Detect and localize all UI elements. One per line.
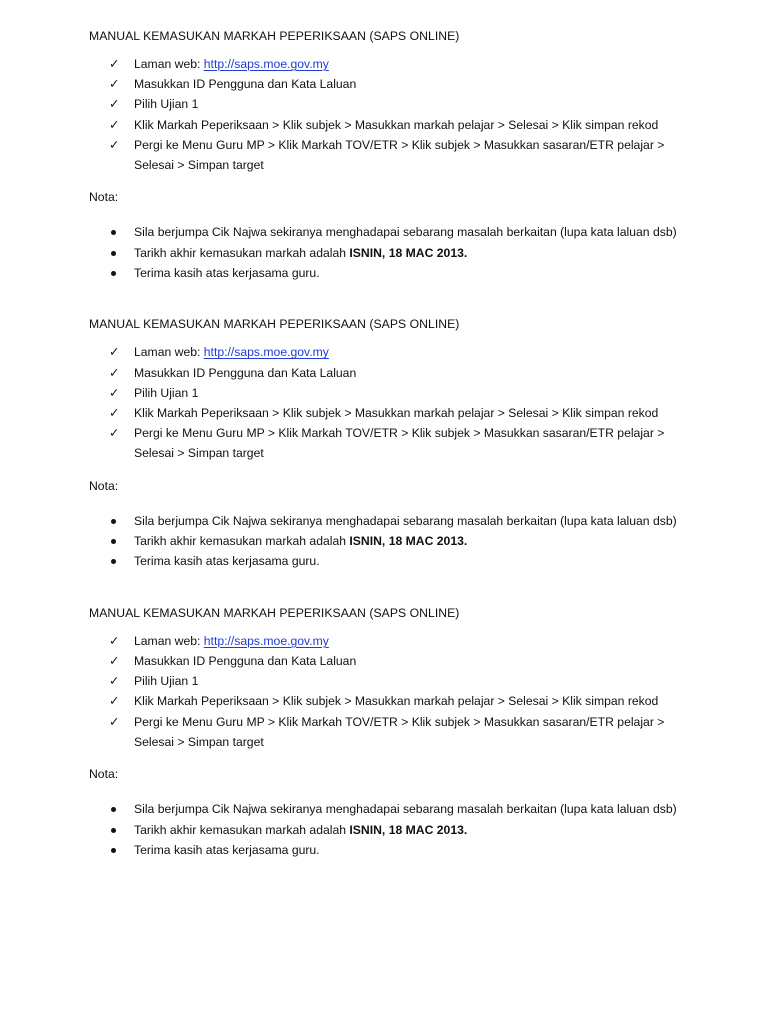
check-icon: ✓ [109, 96, 120, 112]
section-title: MANUAL KEMASUKAN MARKAH PEPERIKSAAN (SAPS ONLINE) [89, 317, 460, 332]
website-link[interactable]: http://saps.moe.gov.my [203, 57, 329, 71]
checklist-text: Pilih Ujian 1 [134, 674, 199, 689]
checklist-text: Masukkan ID Pengguna dan Kata Laluan [134, 77, 357, 92]
bullet-icon [111, 519, 116, 524]
check-icon: ✓ [109, 384, 120, 400]
note-text [134, 531, 680, 551]
check-icon: ✓ [109, 364, 120, 380]
note-text: Terima kasih atas kerjasama guru. [134, 554, 320, 569]
bullet-icon [111, 230, 116, 235]
manual-section-2 [89, 314, 680, 571]
check-icon: ✓ [109, 136, 120, 152]
website-label: Laman web: [134, 633, 204, 648]
checklist-text: Pilih Ujian 1 [134, 385, 199, 400]
check-icon: ✓ [109, 405, 120, 421]
deadline-date: ISNIN, 18 MAC 2013. [349, 822, 468, 837]
checklist-item-select-test [89, 383, 680, 403]
note-text: Terima kasih atas kerjasama guru. [134, 842, 320, 857]
check-icon: ✓ [109, 116, 120, 132]
notes-list [89, 799, 680, 860]
bullet-icon [111, 271, 116, 276]
website-label: Laman web: [134, 57, 204, 71]
bullet-icon [111, 848, 116, 853]
checklist-item-exam-marks [89, 403, 680, 423]
section-spacer [89, 572, 680, 603]
deadline-label: Tarikh akhir kemasukan markah adalah [134, 534, 350, 549]
checklist-text: Pergi ke Menu Guru MP > Klik Markah TOV/ETR > Klik subjek > Masukkan sasaran/ETR pelajar > Selesai > Simpan target [134, 426, 665, 461]
website-label: Laman web: [134, 345, 204, 360]
checklist-item-exam-marks [89, 691, 680, 711]
check-icon: ✓ [109, 713, 120, 729]
check-icon: ✓ [109, 673, 120, 689]
section-title: MANUAL KEMASUKAN MARKAH PEPERIKSAAN (SAPS ONLINE) [89, 605, 460, 620]
note-text: Sila berjumpa Cik Najwa sekiranya menghadapai sebarang masalah berkaitan (lupa kata laluan dsb) [134, 513, 677, 528]
note-text: Terima kasih atas kerjasama guru. [134, 266, 320, 281]
checklist-text [134, 342, 680, 362]
note-item-deadline [89, 820, 680, 840]
checklist-item-website [89, 342, 680, 362]
manual-section-3 [89, 603, 680, 860]
instruction-checklist [89, 631, 680, 752]
check-icon: ✓ [109, 632, 120, 648]
checklist-text [134, 54, 680, 74]
checklist-text [134, 631, 680, 651]
note-item-contact [89, 222, 680, 242]
bullet-icon [111, 251, 116, 256]
deadline-label: Tarikh akhir kemasukan markah adalah [134, 245, 350, 260]
checklist-item-login [89, 363, 680, 383]
note-item-contact [89, 511, 680, 531]
deadline-date: ISNIN, 18 MAC 2013. [349, 534, 468, 549]
nota-label: Nota: [89, 190, 119, 205]
checklist-text: Klik Markah Peperiksaan > Klik subjek > Masukkan markah pelajar > Selesai > Klik simpan rekod [134, 117, 659, 132]
section-title: MANUAL KEMASUKAN MARKAH PEPERIKSAAN (SAPS ONLINE) [89, 29, 460, 43]
checklist-item-login [89, 651, 680, 671]
checklist-text: Pilih Ujian 1 [134, 97, 199, 112]
note-item-thanks [89, 263, 680, 283]
check-icon: ✓ [109, 76, 120, 92]
notes-list [89, 511, 680, 572]
checklist-item-target-marks [89, 135, 680, 175]
bullet-icon [111, 559, 116, 564]
section-spacer [89, 283, 680, 314]
checklist-item-login [89, 74, 680, 94]
note-item-contact [89, 799, 680, 819]
checklist-text: Pergi ke Menu Guru MP > Klik Markah TOV/ETR > Klik subjek > Masukkan sasaran/ETR pelajar > Selesai > Simpan target [134, 714, 665, 749]
check-icon: ✓ [109, 653, 120, 669]
checklist-item-exam-marks [89, 115, 680, 135]
notes-list [89, 222, 680, 283]
check-icon: ✓ [109, 693, 120, 709]
deadline-label: Tarikh akhir kemasukan markah adalah [134, 822, 350, 837]
instruction-checklist [89, 54, 680, 175]
checklist-item-target-marks [89, 712, 680, 752]
website-link[interactable]: http://saps.moe.gov.my [203, 345, 329, 360]
checklist-item-select-test [89, 94, 680, 114]
checklist-item-select-test [89, 671, 680, 691]
note-item-deadline [89, 243, 680, 263]
bullet-icon [111, 807, 116, 812]
website-link[interactable]: http://saps.moe.gov.my [203, 633, 329, 648]
checklist-text: Klik Markah Peperiksaan > Klik subjek > Masukkan markah pelajar > Selesai > Klik simpan rekod [134, 694, 659, 709]
check-icon: ✓ [109, 56, 120, 71]
check-icon: ✓ [109, 344, 120, 360]
note-item-thanks [89, 840, 680, 860]
checklist-text: Pergi ke Menu Guru MP > Klik Markah TOV/ETR > Klik subjek > Masukkan sasaran/ETR pelajar > Selesai > Simpan target [134, 137, 665, 173]
nota-label: Nota: [89, 478, 119, 493]
instruction-checklist [89, 342, 680, 463]
note-item-deadline [89, 531, 680, 551]
note-text: Sila berjumpa Cik Najwa sekiranya menghadapai sebarang masalah berkaitan (lupa kata laluan dsb) [134, 802, 677, 817]
checklist-text: Klik Markah Peperiksaan > Klik subjek > Masukkan markah pelajar > Selesai > Klik simpan rekod [134, 406, 659, 421]
checklist-text: Masukkan ID Pengguna dan Kata Laluan [134, 365, 357, 380]
checklist-item-target-marks [89, 423, 680, 463]
manual-section-1 [89, 26, 680, 283]
deadline-date: ISNIN, 18 MAC 2013. [349, 245, 468, 260]
checklist-text: Masukkan ID Pengguna dan Kata Laluan [134, 654, 357, 669]
note-text [134, 820, 680, 840]
note-text: Sila berjumpa Cik Najwa sekiranya menghadapai sebarang masalah berkaitan (lupa kata laluan dsb) [134, 225, 677, 240]
note-text [134, 243, 680, 263]
nota-label: Nota: [89, 767, 119, 782]
check-icon: ✓ [109, 425, 120, 441]
checklist-item-website [89, 54, 680, 74]
checklist-item-website [89, 631, 680, 651]
bullet-icon [111, 828, 116, 833]
bullet-icon [111, 539, 116, 544]
note-item-thanks [89, 551, 680, 571]
